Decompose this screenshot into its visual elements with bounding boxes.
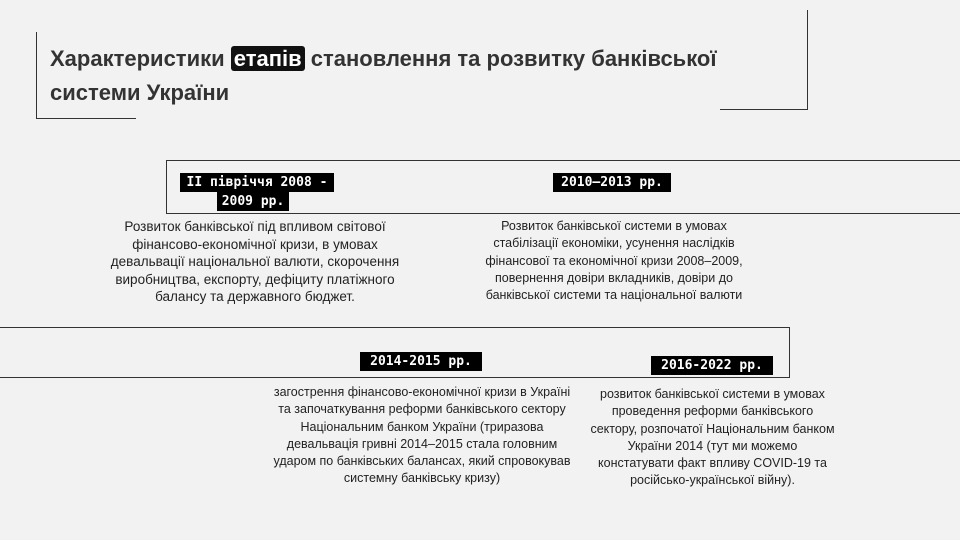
title-text-before: Характеристики [50, 46, 231, 71]
stage-2-description: Розвиток банківської системи в умовах стабілізації економіки, усунення наслідків фінансової та економічної кризи 2008–2009, повернення довіри вкладників, довіри до банківської системи та національної валюти [485, 219, 743, 303]
title-text-after: становлення та розвитку банківської системи України [50, 46, 717, 105]
frame-bottom-left-line [36, 118, 136, 119]
stage-4-period: 2016-2022 рр. [651, 356, 773, 375]
slide-title [50, 42, 810, 110]
stage-1-period-line2: 2009 рр. [217, 192, 289, 211]
stage-3-period: 2014-2015 рр. [360, 352, 482, 371]
stage-2-period: 2010–2013 рр. [553, 173, 671, 192]
stage-3-description: загострення фінансово-економічної кризи в Україні та започаткування реформи банківського сектору Національним банком України (триразова девальвація гривні 2014–2015 стала головним ударом по банківських балансах, який спровокував системну банківську кризу) [273, 385, 571, 486]
frame-left-line [36, 32, 37, 118]
stage-4-description: розвиток банківської системи в умовах проведення реформи банківського сектору, розпочатої Національним банком України 2014 (тут ми можемо констатувати факт впливу COVID-19 та російсько-української війну). [590, 387, 835, 488]
stage-1-period-line1: II півріччя 2008 - [180, 173, 334, 192]
stage-1-description: Розвиток банківської під впливом світової фінансово-економічної кризи, в умовах девальвації національної валюти, скорочення виробництва, експорту, дефіциту платіжного балансу та державного бюджет. [110, 219, 400, 304]
title-highlight: етапів [231, 46, 305, 71]
